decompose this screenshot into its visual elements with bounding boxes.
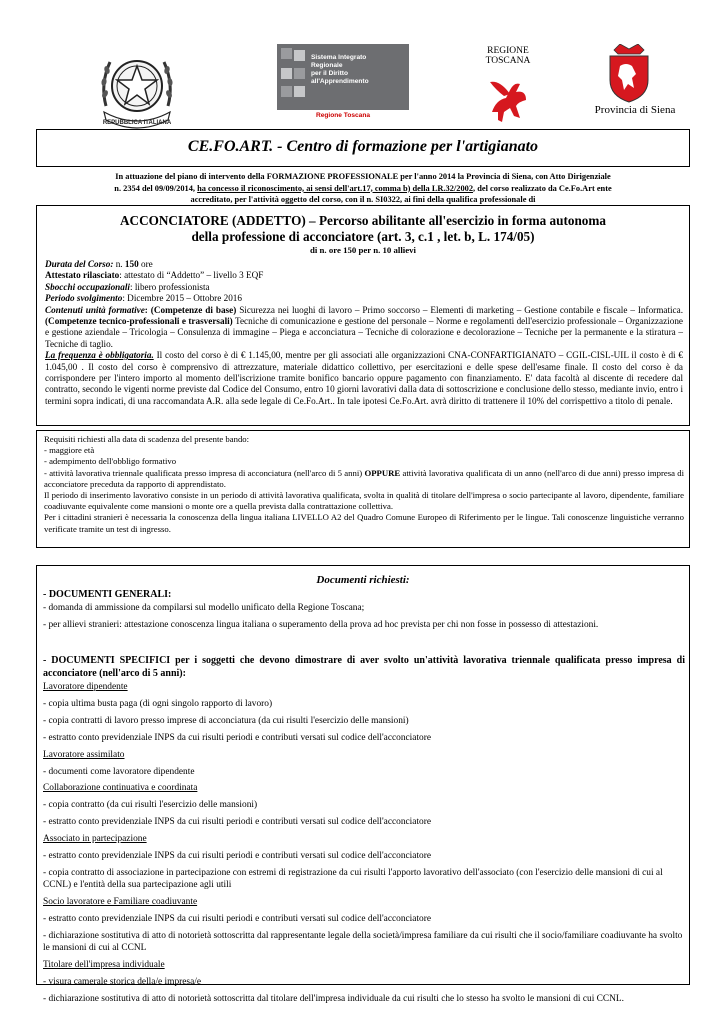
pegasus-icon (486, 72, 530, 126)
document-item: - per allievi stranieri: attestazione conoscenza lingua italiana o superamento della prova ad hoc prevista per chi non fosse in possesso di attestazioni. (43, 619, 599, 630)
category-owner: Titolare dell'impresa individuale (43, 959, 165, 970)
page-title: CE.FO.ART. - Centro di formazione per l'artigianato (187, 138, 539, 155)
document-item: - copia ultima busta paga (di ogni singolo rapporto di lavoro) (43, 698, 273, 709)
course-cost: La frequenza è obbligatoria. Il costo del corso è di € 1.145,00, mentre per gli associati alle organizzazioni CNA-CONFARTIGIANATO – CGIL-CISL-UIL il costo è di € 1.045,00 . Il costo del corso è comprensivo di attrezzature, materiale didattico collettivo, per esercitazioni e delle spese dell'esame finale. Il costo del corso è da corrispondere per l'intero importo al momento dell'iscrizione tramite bonifico bancario oppure pagamento con finanziamento. E' data facoltà al discente di recedere dal contratto, secondo le vigenti norme previste dal Codice del Consumo, entro 10 giorni lavorativi dalla data di sottoscrizione e conclusione dello stesso, mediante invio, entro i termini sopra indicati, di una raccomandata A.R. alla sede legale di Ce.Fo.Art.. In tale ipotesi Ce.Fo.Art. avrà diritto di trattenere il 10% del corrispettivo a titolo di penale. (45, 350, 684, 406)
course-box (36, 205, 690, 426)
svg-text:REPUBBLICA ITALIANA: REPUBBLICA ITALIANA (102, 120, 172, 126)
document-item: - domanda di ammissione da compilarsi sul modello unificato della Regione Toscana; (43, 603, 365, 613)
documents-list (43, 588, 685, 1010)
course-duration: Durata del Corso: n. 150 ore (45, 259, 153, 269)
document-item: - copia contratto (da cui risulti l'esercizio delle mansioni) (43, 800, 258, 811)
provincia-siena-logo: Provincia di Siena (590, 44, 680, 120)
document-item: - estratto conto previdenziale INPS da cui risulti periodi e contributi versati sul codice dell'acconciatore (43, 817, 432, 828)
general-documents-heading: - DOCUMENTI GENERALI: (43, 589, 172, 600)
document-item: - copia contratto di associazione in partecipazione con estremi di registrazione da cui risulti l'apporto lavorativo dell'associato (con l'esercizio delle mansioni di cui al CCNL) e l'entità della sua partecipazione agli utili (43, 868, 663, 890)
requirements-paragraph: Per i cittadini stranieri è necessaria la conoscenza della lingua italiana LIVELLO A2 del Quadro Comune Europeo di Riferimento per le lingue. Tali conoscenze linguistiche verranno verificate tramite un test di ingresso. (44, 512, 684, 534)
requirements-paragraph: Il periodo di inserimento lavorativo consiste in un periodo di attività lavorativa qualificata, svolta in qualità di titolare dell'impresa o socio partecipante al lavoro, dipendente, familiare coadiuvante equivalente come mansioni o monte ore a quella prevista dalla contrattazione collettiva. (44, 490, 684, 512)
document-item: - documenti come lavoratore dipendente (43, 766, 195, 777)
requirements-box (36, 430, 690, 548)
intro-line-2: n. 2354 del 09/09/2014, ha concesso il riconoscimento, ai sensi dell'art.17, comma b) della LR.32/2002, del corso realizzato da Ce.Fo.Art ente (114, 183, 612, 193)
course-hours: di n. ore 150 per n. 10 allievi (310, 245, 416, 255)
course-contents: Contenuti unità formative: (Competenze di base) Sicurezza nei luoghi di lavoro – Primo soccorso – Elementi di marketing – Gestione contabile e fiscale – Informatica. (Competenze tecnico-professionali e trasversali) Tecniche di comunicazione e gestione del personale – Norme e regolamenti dell'esercizio professionale – Organizzazione e gestione aziendale – Tricologia – Consulenza di immagine – Piega e acconciatura – Tecniche di colorazione e decolorazione – Tecniche per la permanente e la stiratura – Tecniche di taglio. (45, 304, 684, 349)
requirement-item: - adempimento dell'obbligo formativo (44, 456, 177, 467)
course-period: Periodo svolgimento: Dicembre 2015 – Ottobre 2016 (45, 293, 242, 304)
document-item: - visura camerale storica della/e impresa/e (43, 976, 201, 987)
requirements-intro: Requisiti richiesti alla data di scadenza del presente bando: (44, 434, 250, 444)
category-employee: Lavoratore dipendente (43, 681, 128, 692)
requirement-item: - attività lavorativa triennale qualificata presso impresa di acconciatura (nell'arco di 5 anni) OPPURE attività lavorativa qualificata di un anno (nell'arco di due anni) presso impresa di acconciatore preceduta da rapporto di apprendistato. (44, 467, 685, 489)
course-certificate: Attestato rilasciato: attestato di “Addetto” – livello 3 EQF (45, 270, 264, 281)
document-item: - estratto conto previdenziale INPS da cui risulti periodi e contributi versati sul codice dell'acconciatore (43, 851, 432, 862)
title-box (36, 129, 690, 167)
document-item: - estratto conto previdenziale INPS da cui risulti periodi e contributi versati sul codice dell'acconciatore (43, 732, 432, 743)
siena-coat-of-arms-icon (606, 44, 652, 104)
sistema-integrato-logo: Sistema Integrato Regionale per il Diritto all'Apprendimento Regione Toscana (277, 44, 409, 126)
republic-emblem-icon (96, 44, 178, 134)
documents-heading: Documenti richiesti: (316, 574, 410, 586)
course-details (45, 259, 683, 407)
category-assimilated: Lavoratore assimilato (43, 749, 125, 760)
course-outlets: Sbocchi occupazionali: libero professionista (45, 281, 210, 292)
documents-box (36, 565, 690, 1004)
intro-line-3: accreditato, per l'attività oggetto del corso, con il n. SI0322, ai fini della qualifica professionale di (190, 195, 536, 205)
document-item: - dichiarazione sostitutiva di atto di notorietà sottoscritta dal rappresentante legale della società/impresa familiare da cui risulti che il socio/familiare coadiuvante ha svolto le mansioni di cui al CCNL (43, 930, 683, 953)
specific-documents-heading: - DOCUMENTI SPECIFICI per i soggetti che devono dimostrare di aver svolto un'attività lavorativa triennale qualificata presso impresa di acconciatore (nell'arco di 5 anni): (43, 654, 685, 679)
document-item: - dichiarazione sostitutiva di atto di notorietà sottoscritta dal titolare dell'impresa individuale da cui risulti che lo stesso ha svolto le mansioni di cui CCNL. (43, 993, 624, 1004)
category-collaboration: Collaborazione continuativa e coordinata (43, 783, 198, 794)
requirement-item: - maggiore età (44, 445, 95, 456)
regione-toscana-logo: REGIONE TOSCANA (478, 46, 538, 130)
intro-line-1: In attuazione del piano di intervento della FORMAZIONE PROFESSIONALE per l'anno 2014 la Provincia di Siena, con Atto Dirigenziale (115, 172, 611, 181)
category-associate: Associato in partecipazione (43, 834, 147, 845)
intro-text (30, 171, 696, 206)
requirements-text (44, 434, 684, 535)
document-item: - estratto conto previdenziale INPS da cui risulti periodi e contributi versati sul codice dell'acconciatore (43, 913, 432, 924)
italian-emblem (96, 44, 178, 134)
document-item: - copia contratti di lavoro presso imprese di acconciatura (da cui risulti l'esercizio delle mansioni) (43, 715, 409, 726)
category-partner: Socio lavoratore e Familiare coadiuvante (43, 896, 198, 907)
course-title: ACCONCIATORE (ADDETTO) – Percorso abilitante all'esercizio in forma autonoma della professione di acconciatore (art. 3, c.1 , let. b, L. 174/05) (120, 213, 606, 244)
